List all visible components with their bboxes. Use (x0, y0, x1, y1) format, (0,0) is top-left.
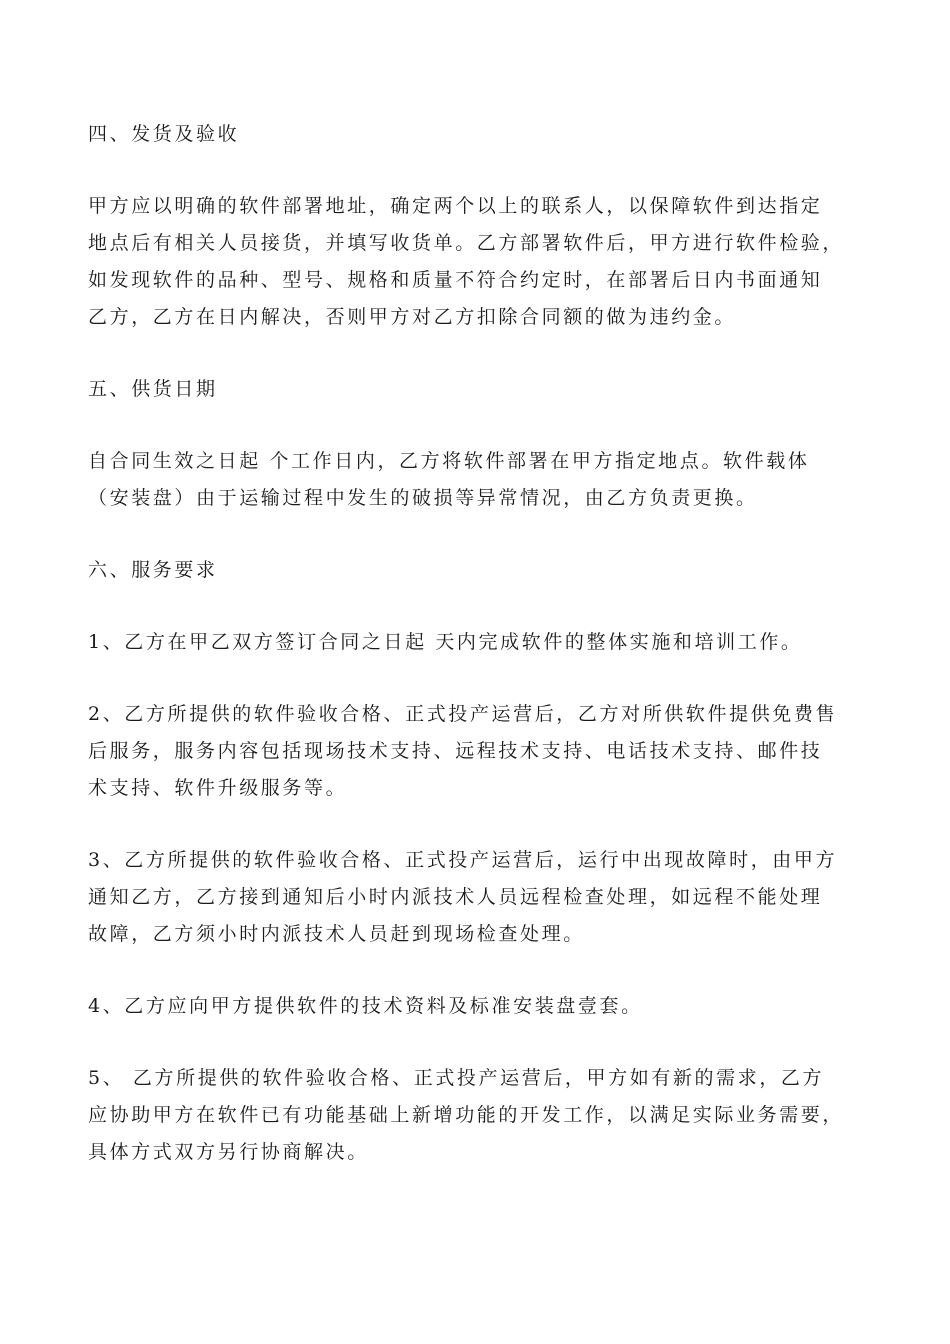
text-line: 后服务，服务内容包括现场技术支持、远程技术支持、电话技术支持、邮件技 (88, 740, 823, 762)
text-line: 术支持、软件升级服务等。 (88, 777, 348, 799)
text-line: 1、乙方在甲乙双方签订合同之日起 天内完成软件的整体实施和培训工作。 (88, 631, 803, 653)
text-line: 自合同生效之日起 个工作日内，乙方将软件部署在甲方指定地点。软件载体 (88, 450, 810, 472)
text-line: 乙方，乙方在日内解决，否则甲方对乙方扣除合同额的做为违约金。 (88, 306, 737, 328)
service-item-2 (88, 696, 878, 807)
section-5-paragraph (88, 443, 878, 517)
text-line: 地点后有相关人员接货，并填写收货单。乙方部署软件后，甲方进行软件检验， (88, 232, 845, 254)
text-line: 故障，乙方须小时内派技术人员赶到现场检查处理。 (88, 923, 585, 945)
service-item-1 (88, 624, 878, 661)
text-line: 甲方应以明确的软件部署地址，确定两个以上的联系人，以保障软件到达指定 (88, 195, 823, 217)
service-item-3 (88, 842, 878, 953)
service-item-5 (88, 1060, 878, 1171)
section-4-paragraph (88, 188, 878, 336)
text-line: 如发现软件的品种、型号、规格和质量不符合约定时，在部署后日内书面通知 (88, 269, 823, 291)
service-item-4 (88, 988, 878, 1025)
text-line: 4、乙方应向甲方提供软件的技术资料及标准安装盘壹套。 (88, 995, 643, 1017)
document-body (88, 116, 878, 1206)
section-5-heading: 五、供货日期 (88, 378, 218, 400)
text-line: 具体方式双方另行协商解决。 (88, 1141, 369, 1163)
section-4-heading: 四、发货及验收 (88, 123, 240, 145)
text-line: 应协助甲方在软件已有功能基础上新增功能的开发工作，以满足实际业务需要， (88, 1104, 845, 1126)
text-line: 5、 乙方所提供的软件验收合格、正式投产运营后，甲方如有新的需求，乙方 (88, 1067, 825, 1089)
text-line: 2、乙方所提供的软件验收合格、正式投产运营后，乙方对所供软件提供免费售 (88, 703, 838, 725)
text-line: 3、乙方所提供的软件验收合格、正式投产运营后，运行中出现故障时，由甲方 (88, 849, 838, 871)
text-line: （安装盘）由于运输过程中发生的破损等异常情况，由乙方负责更换。 (88, 487, 758, 509)
text-line: 通知乙方，乙方接到通知后小时内派技术人员远程检查处理，如远程不能处理 (88, 886, 823, 908)
section-6-heading: 六、服务要求 (88, 559, 218, 581)
